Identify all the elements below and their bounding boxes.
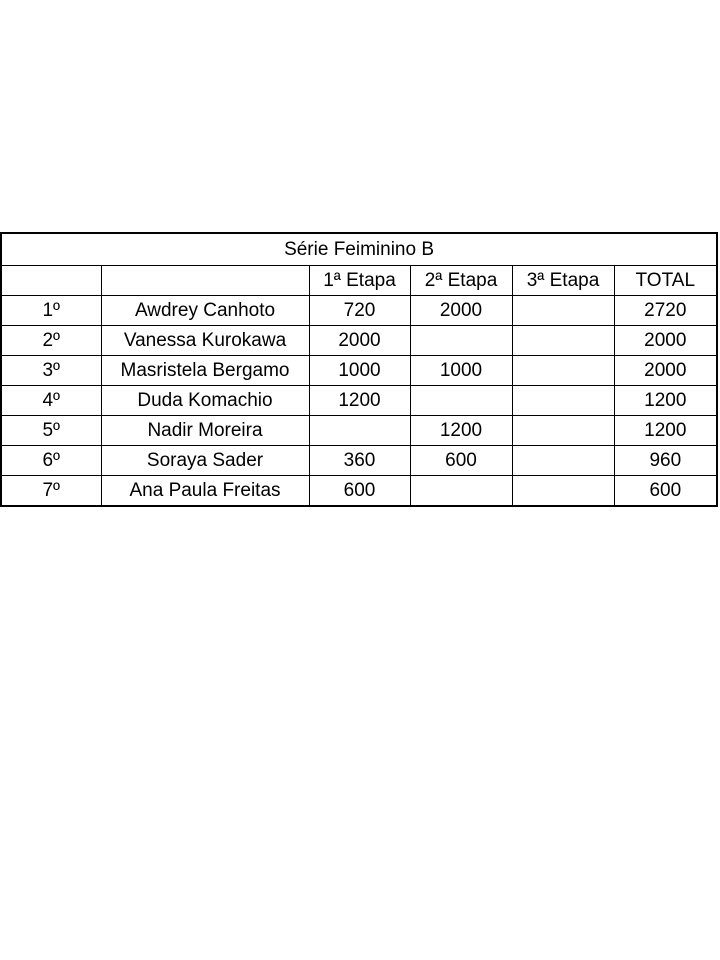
stage-1-cell: 600	[309, 476, 410, 507]
total-cell: 1200	[614, 386, 717, 416]
standings-sheet	[0, 232, 716, 507]
stage-1-cell: 1200	[309, 386, 410, 416]
athlete-name-cell: Masristela Bergamo	[101, 356, 309, 386]
stage-1-cell: 360	[309, 446, 410, 476]
table-row	[1, 356, 717, 386]
header-stage-3: 3ª Etapa	[512, 266, 614, 296]
stage-2-cell	[410, 326, 512, 356]
athlete-name-cell: Vanessa Kurokawa	[101, 326, 309, 356]
position-cell: 2º	[1, 326, 101, 356]
stage-1-cell	[309, 416, 410, 446]
stage-2-cell	[410, 386, 512, 416]
standings-table	[0, 232, 718, 507]
total-cell: 960	[614, 446, 717, 476]
total-cell: 600	[614, 476, 717, 507]
table-row	[1, 476, 717, 507]
athlete-name-cell: Awdrey Canhoto	[101, 296, 309, 326]
stage-1-cell: 2000	[309, 326, 410, 356]
header-stage-2: 2ª Etapa	[410, 266, 512, 296]
athlete-name-cell: Duda Komachio	[101, 386, 309, 416]
total-cell: 1200	[614, 416, 717, 446]
position-cell: 3º	[1, 356, 101, 386]
position-cell: 7º	[1, 476, 101, 507]
total-cell: 2720	[614, 296, 717, 326]
stage-2-cell: 2000	[410, 296, 512, 326]
stage-2-cell	[410, 476, 512, 507]
athlete-name-cell: Ana Paula Freitas	[101, 476, 309, 507]
stage-3-cell	[512, 446, 614, 476]
header-name	[101, 266, 309, 296]
position-cell: 5º	[1, 416, 101, 446]
table-row	[1, 296, 717, 326]
sheet-title: Série Feiminino B	[1, 233, 717, 266]
header-row	[1, 266, 717, 296]
table-row	[1, 326, 717, 356]
total-cell: 2000	[614, 356, 717, 386]
stage-3-cell	[512, 296, 614, 326]
stage-3-cell	[512, 356, 614, 386]
stage-3-cell	[512, 326, 614, 356]
table-row	[1, 416, 717, 446]
stage-2-cell: 1200	[410, 416, 512, 446]
header-total: TOTAL	[614, 266, 717, 296]
stage-1-cell: 720	[309, 296, 410, 326]
stage-2-cell: 1000	[410, 356, 512, 386]
header-stage-1: 1ª Etapa	[309, 266, 410, 296]
total-cell: 2000	[614, 326, 717, 356]
position-cell: 4º	[1, 386, 101, 416]
stage-3-cell	[512, 386, 614, 416]
stage-2-cell: 600	[410, 446, 512, 476]
position-cell: 1º	[1, 296, 101, 326]
title-row	[1, 233, 717, 266]
stage-3-cell	[512, 476, 614, 507]
table-row	[1, 446, 717, 476]
position-cell: 6º	[1, 446, 101, 476]
table-row	[1, 386, 717, 416]
stage-1-cell: 1000	[309, 356, 410, 386]
athlete-name-cell: Soraya Sader	[101, 446, 309, 476]
stage-3-cell	[512, 416, 614, 446]
athlete-name-cell: Nadir Moreira	[101, 416, 309, 446]
header-position	[1, 266, 101, 296]
